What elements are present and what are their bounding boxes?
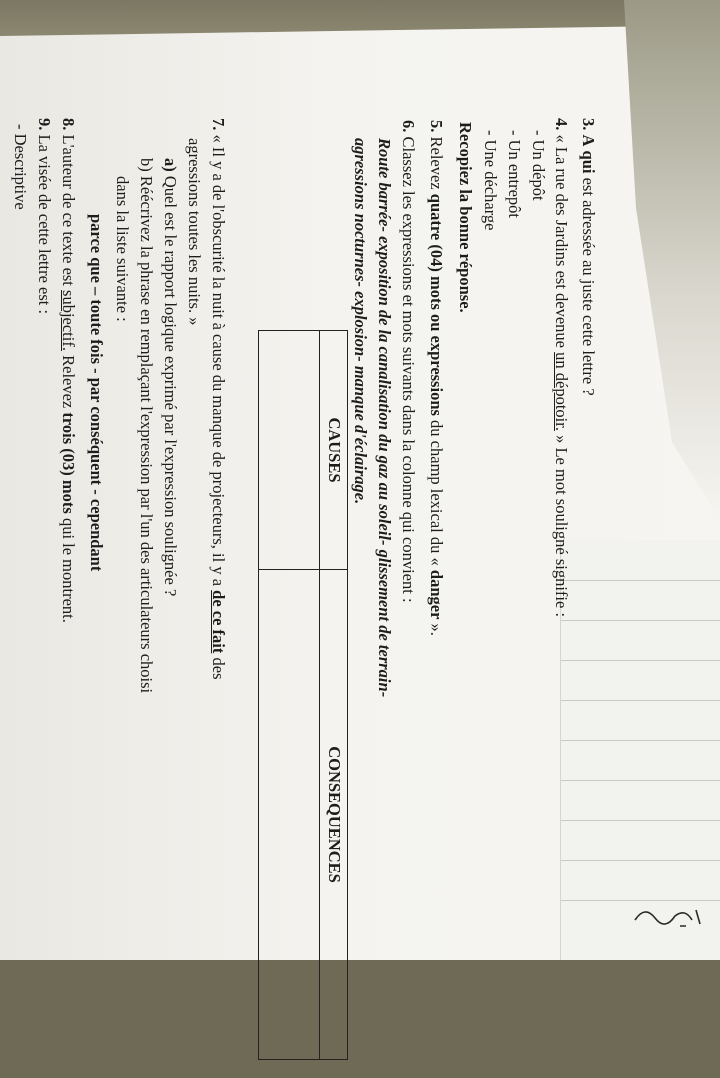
- q7-underlined: de ce fait: [209, 590, 228, 654]
- q8-text: Relevez: [59, 355, 78, 409]
- table-header-consequences: CONSEQUENCES: [320, 570, 348, 1060]
- question-3: [576, 118, 601, 396]
- question-7: [206, 118, 231, 680]
- question-number: 5.: [427, 120, 446, 133]
- q5-bold: quatre (04) mots ou expressions: [427, 193, 446, 416]
- q5-danger: danger: [427, 569, 446, 620]
- question-number: 7.: [209, 118, 228, 131]
- causes-consequences-table: [259, 330, 349, 1060]
- q3-text: est adressée au juste cette lettre ?: [579, 177, 598, 396]
- q4-option: - Une décharge: [481, 130, 500, 231]
- table-header-causes: CAUSES: [320, 331, 348, 570]
- question-number: 6.: [399, 120, 418, 133]
- q5-text: du champ lexical du «: [427, 420, 446, 566]
- question-5: [424, 120, 449, 636]
- q9-text: La visée de cette lettre est :: [35, 134, 54, 315]
- question-4: [549, 118, 574, 617]
- q4-underlined-word: un dépotoir.: [552, 352, 571, 431]
- q4-option: - Un entrepôt: [505, 130, 524, 218]
- q7-quote-end: des: [209, 657, 228, 680]
- q7-sub-a: [158, 158, 183, 596]
- q9-option: - Descriptive: [11, 124, 30, 210]
- rotated-exam-text: [11, 118, 600, 1078]
- question-number: 3.: [579, 118, 598, 131]
- q5-text: ».: [427, 623, 446, 636]
- q6-word-list: agressions nocturnes- explosion- manque d'éclairage.: [351, 138, 370, 505]
- sub-label: b): [137, 158, 156, 172]
- q8-text: L'auteur de ce texte est: [59, 134, 78, 286]
- q6-word-list: Route barrée- exposition de la canalisation du gaz au soleil- glissement de terrain-: [375, 138, 394, 698]
- q4-option: - Un dépôt: [529, 130, 548, 201]
- q7-a-text: Quel est le rapport logique exprimé par l'expression soulignée ?: [161, 175, 180, 597]
- question-6: [396, 120, 421, 603]
- question-number: 8.: [59, 118, 78, 131]
- q7-b-text-2: dans la liste suivante :: [113, 176, 132, 322]
- q7-quote: « Il y a de l'obscurité la nuit à cause du manque de projecteurs, il y a: [209, 134, 228, 587]
- question-number: 4.: [552, 118, 571, 131]
- q8-underlined-word: subjectif.: [59, 290, 78, 351]
- articulators-list: parce que – toute fois - par conséquent - cependant: [87, 214, 106, 572]
- question-8: [56, 118, 81, 623]
- q8-bold: trois (03) mots: [59, 412, 78, 514]
- handwritten-arabic-scribble: [630, 900, 710, 930]
- q4-text: « La rue des Jardins est devenue: [552, 134, 571, 349]
- q7-b-text: Réécrivez la phrase en remplaçant l'expression par l'un des articulateurs choisi: [137, 175, 156, 694]
- q5-text: Relevez: [427, 136, 446, 190]
- q7-quote-2: agressions toutes les nuits. »: [185, 138, 204, 326]
- q4-text-end: » Le mot souligné signifie :: [552, 435, 571, 618]
- table-cell: [259, 570, 320, 1060]
- q3-a: A: [579, 134, 598, 147]
- table-cell: [259, 331, 320, 570]
- q7-sub-b: [134, 158, 159, 693]
- question-number: 9.: [35, 118, 54, 131]
- sub-label: a): [161, 158, 180, 172]
- q6-text: Classez les expressions et mots suivants dans la colonne qui convient :: [399, 136, 418, 603]
- q8-text-end: qui le montrent.: [59, 517, 78, 623]
- q3-qui: qui: [579, 150, 598, 174]
- q4-instruction: Recopiez la bonne réponse.: [456, 122, 475, 313]
- question-9: [32, 118, 57, 314]
